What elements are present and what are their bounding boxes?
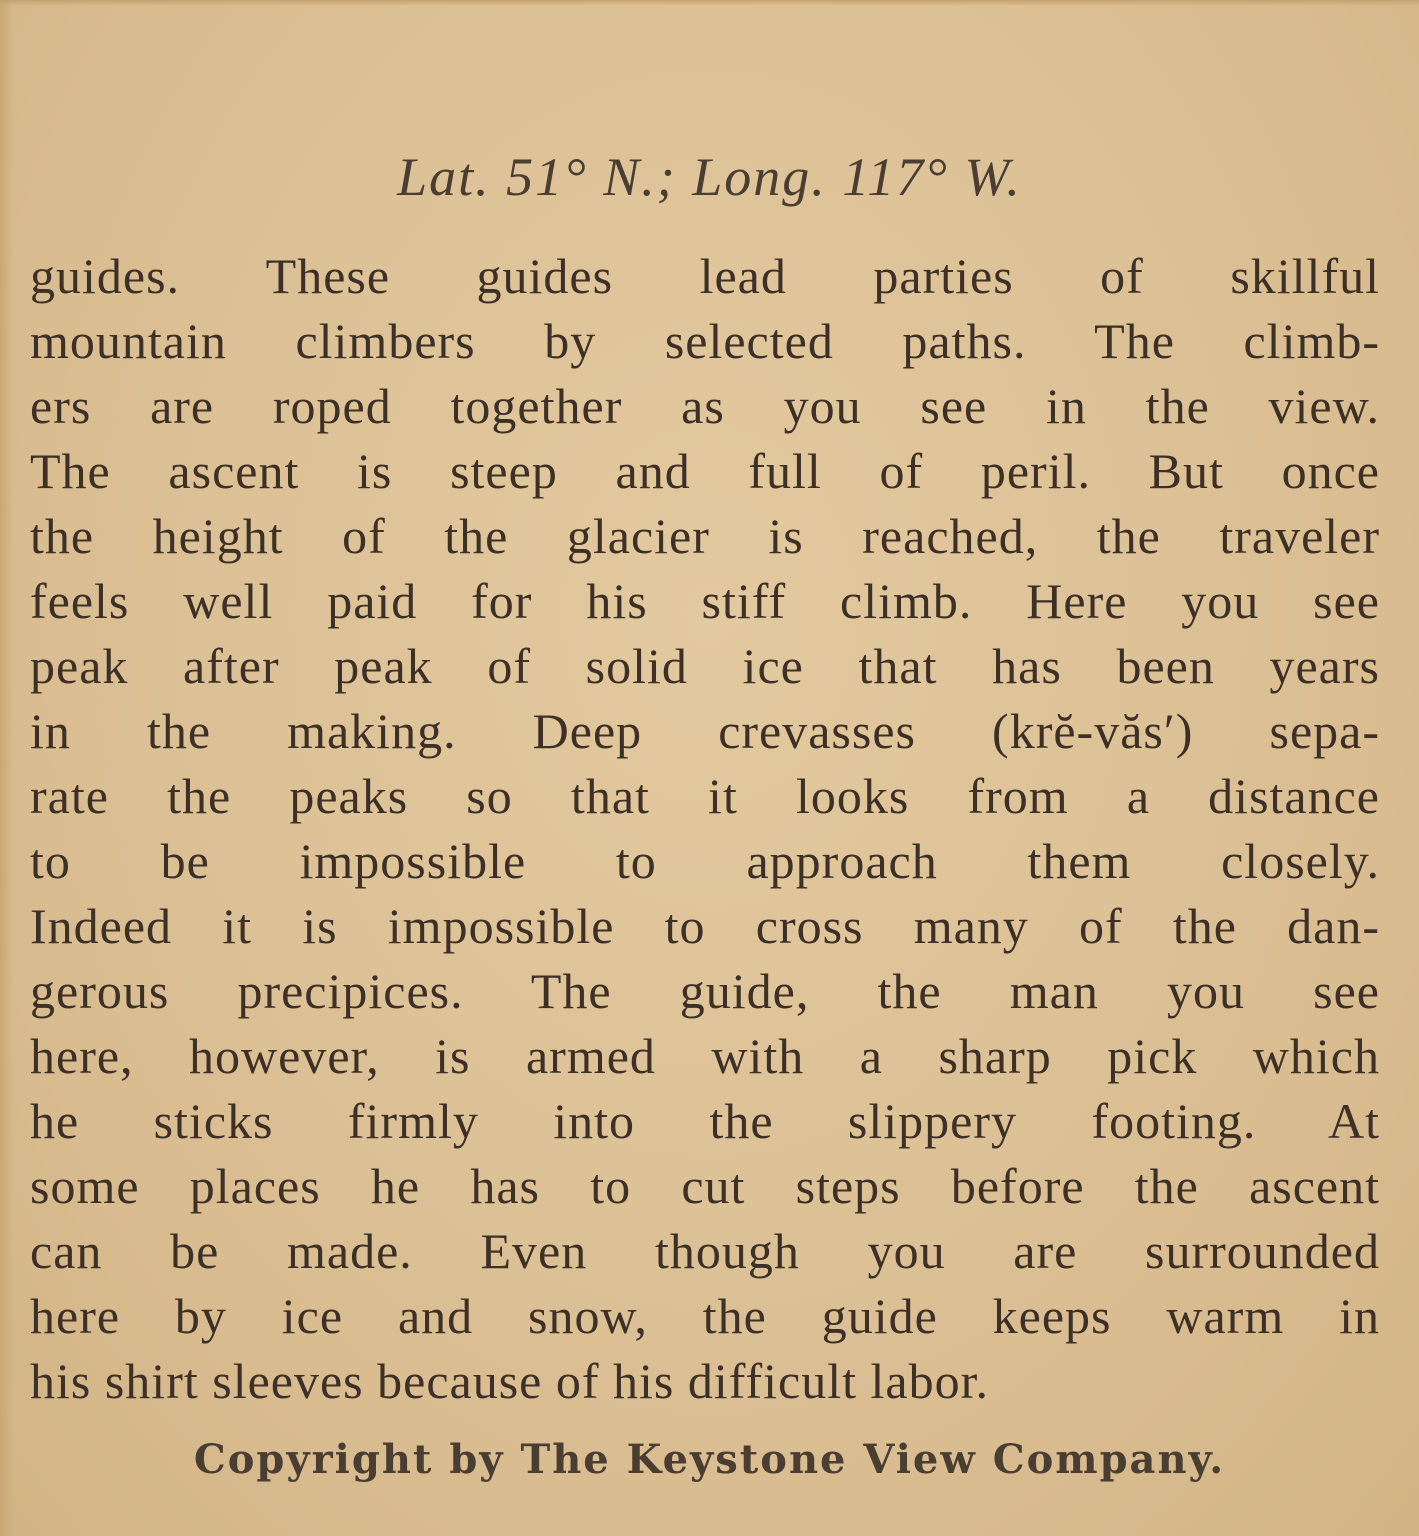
text-line: in the making. Deep crevasses (krĕ-văs′) sepa- bbox=[30, 703, 1380, 759]
text-line: feels well paid for his stiff climb. Here you see bbox=[30, 573, 1380, 629]
text-line: the height of the glacier is reached, the traveler bbox=[30, 508, 1380, 564]
text-line: can be made. Even though you are surrounded bbox=[30, 1223, 1380, 1279]
text-line: guides. These guides lead parties of skillful bbox=[30, 248, 1380, 304]
description-text bbox=[30, 244, 1380, 1414]
coordinates-heading: Lat. 51° N.; Long. 117° W. bbox=[397, 147, 1022, 207]
copyright-notice: Copyright by The Keystone View Company. bbox=[193, 1436, 1226, 1483]
text-line: The ascent is steep and full of peril. But once bbox=[30, 443, 1380, 499]
text-line: to be impossible to approach them closely. bbox=[30, 833, 1380, 889]
text-line: rate the peaks so that it looks from a distance bbox=[30, 768, 1380, 824]
card-left-edge bbox=[0, 0, 14, 1536]
text-line: here, however, is armed with a sharp pick which bbox=[30, 1028, 1380, 1084]
text-line: he sticks firmly into the slippery footing. At bbox=[30, 1093, 1380, 1149]
text-line: gerous precipices. The guide, the man you see bbox=[30, 963, 1380, 1019]
card-top-edge bbox=[0, 0, 1419, 6]
text-line: peak after peak of solid ice that has been years bbox=[30, 638, 1380, 694]
text-line: mountain climbers by selected paths. The climb- bbox=[30, 313, 1380, 369]
text-line: here by ice and snow, the guide keeps warm in bbox=[30, 1288, 1380, 1344]
text-line-last: his shirt sleeves because of his difficult labor. bbox=[30, 1353, 989, 1409]
text-line: Indeed it is impossible to cross many of the dan- bbox=[30, 898, 1380, 954]
text-line: some places he has to cut steps before the ascent bbox=[30, 1158, 1380, 1214]
text-line: ers are roped together as you see in the view. bbox=[30, 378, 1380, 434]
